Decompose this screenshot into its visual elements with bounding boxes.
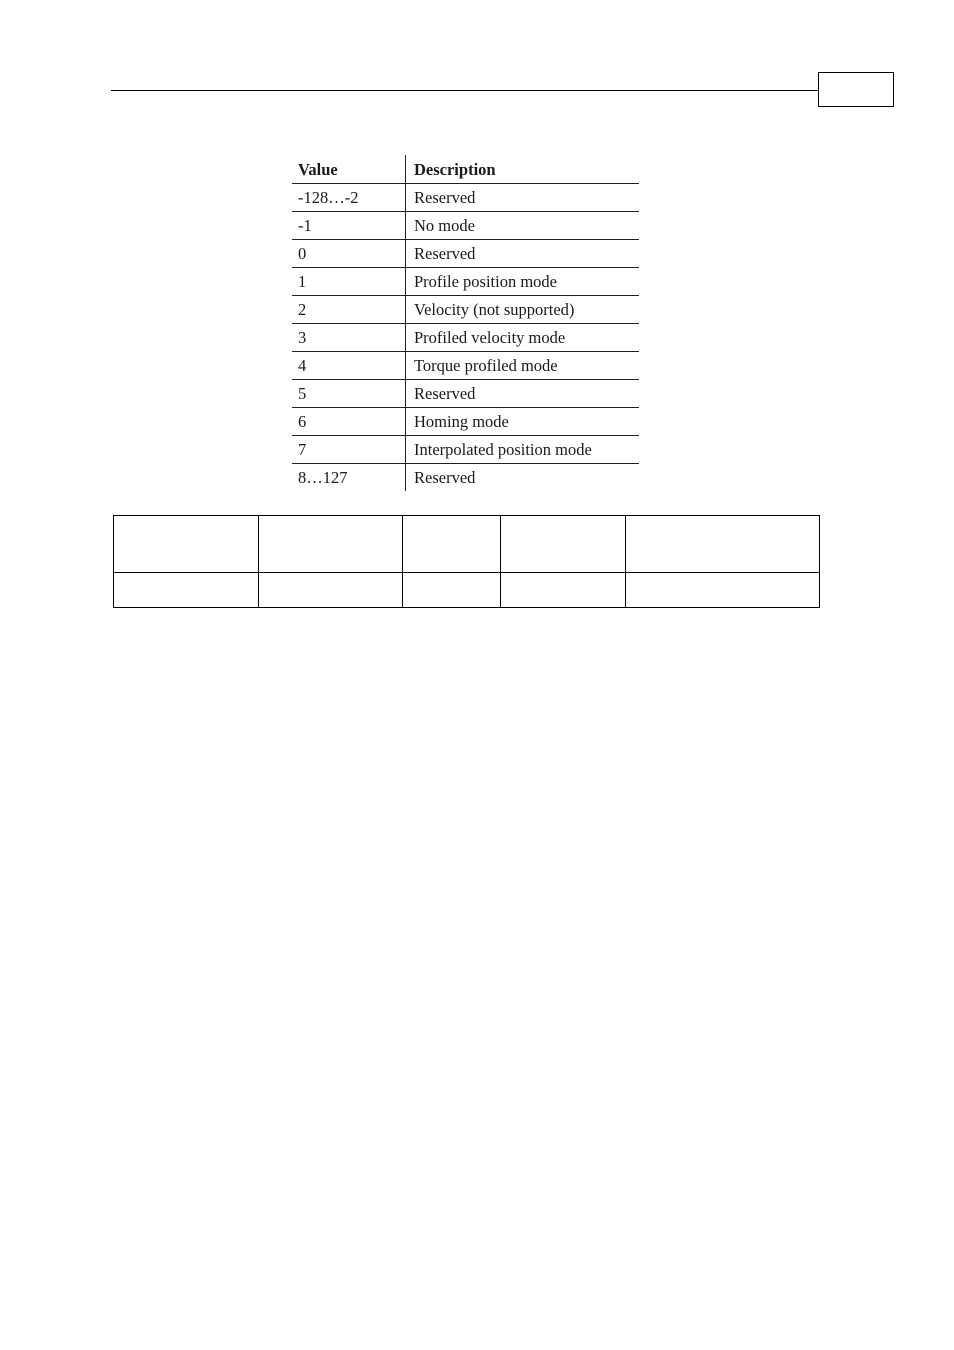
mode-description: No mode xyxy=(406,212,640,240)
table-row xyxy=(292,380,639,408)
mode-value: 6 xyxy=(292,408,406,436)
mode-value: 4 xyxy=(292,352,406,380)
table-header-row xyxy=(292,155,639,184)
mode-value: 2 xyxy=(292,296,406,324)
mode-value: 8…127 xyxy=(292,464,406,492)
mode-value: -1 xyxy=(292,212,406,240)
mode-value: 0 xyxy=(292,240,406,268)
mode-value: -128…-2 xyxy=(292,184,406,212)
mode-description: Reserved xyxy=(414,468,476,487)
mode-description: Reserved xyxy=(406,240,640,268)
mode-value: 3 xyxy=(292,324,406,352)
table-row xyxy=(292,408,639,436)
mode-description: Profile position mode xyxy=(406,268,640,296)
mode-description: Torque profiled mode xyxy=(406,352,640,380)
table-cell xyxy=(403,516,501,573)
column-header-description: Description xyxy=(406,155,640,184)
table-row xyxy=(292,352,639,380)
table-cell xyxy=(626,573,820,608)
mode-description: Homing mode xyxy=(406,408,640,436)
header-rule xyxy=(111,90,819,91)
table-row xyxy=(114,573,820,608)
table-row xyxy=(292,436,639,464)
mode-description: Interpolated position mode xyxy=(406,436,640,464)
table-row xyxy=(292,296,639,324)
mode-description: Reserved xyxy=(406,184,640,212)
mode-value: 5 xyxy=(292,380,406,408)
operation-mode-table xyxy=(292,155,639,491)
page-number-box xyxy=(818,72,894,107)
table-row xyxy=(292,212,639,240)
table-row xyxy=(114,516,820,573)
table-cell xyxy=(114,516,259,573)
object-properties-table xyxy=(113,515,820,608)
column-header-value: Value xyxy=(292,155,406,184)
table-cell xyxy=(259,516,403,573)
table-cell xyxy=(626,516,820,573)
table-cell xyxy=(259,573,403,608)
table-cell xyxy=(501,516,626,573)
table-row xyxy=(292,268,639,296)
table-row xyxy=(292,184,639,212)
mode-description: Reserved xyxy=(406,380,640,408)
table-row xyxy=(292,324,639,352)
table-row xyxy=(292,464,639,492)
mode-description: Velocity (not supported) xyxy=(406,296,640,324)
mode-description: Profiled velocity mode xyxy=(406,324,640,352)
mode-value: 1 xyxy=(292,268,406,296)
table-row xyxy=(292,240,639,268)
table-cell xyxy=(114,573,259,608)
table-cell xyxy=(403,573,501,608)
mode-value: 7 xyxy=(292,436,406,464)
table-cell xyxy=(501,573,626,608)
